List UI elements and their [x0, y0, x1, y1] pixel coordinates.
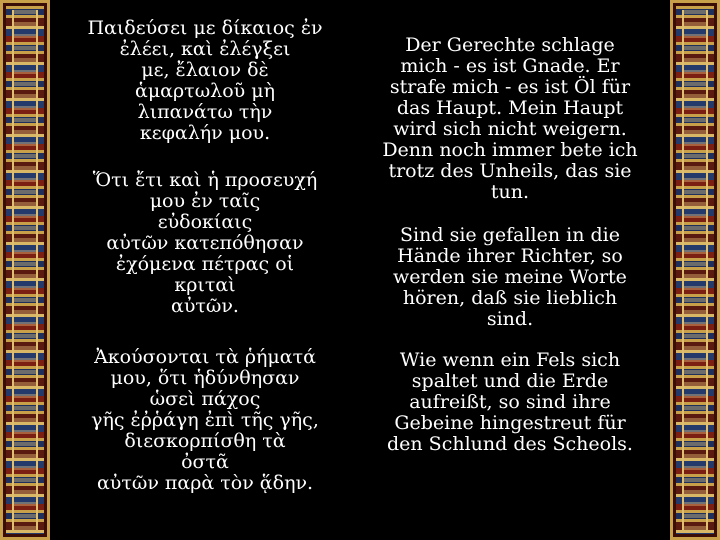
german-stanza-1: Der Gerechte schlage mich - es ist Gnade. Er strafe mich - es ist Öl für das Haupt. Mein Haupt wird sich nicht weigern. Denn noch immer bete ich trotz des Unheils, das sie tun. [382, 34, 638, 203]
greek-text-column [60, 18, 350, 494]
ornamental-border-right [670, 0, 720, 540]
german-stanza-3: Wie wenn ein Fels sich spaltet und die Erde aufreißt, so sind ihre Gebeine hingestreut für den Schlund des Scheols. [387, 349, 633, 455]
greek-stanza-3: Ἀκούσονται τὰ ῥήματά μου, ὅτι ἡδύνθησαν ὡσεὶ πάχος γῆς ἐῤῥάγη ἐπὶ τῆς γῆς, διεσκορπίσθη τὰ ὀστᾶ αὐτῶν παρὰ τὸν ᾅδην. [91, 346, 319, 494]
greek-stanza-2: Ὅτι ἔτι καὶ ἡ προσευχή μου ἐν ταῖς εὐδοκίαις αὐτῶν κατεπόθησαν ἐχόμενα πέτρας οἱ κριταὶ αὐτῶν. [92, 169, 318, 317]
german-text-column [364, 35, 656, 455]
greek-stanza-1: Παιδεύσει με δίκαιος ἐν ἐλέει, καὶ ἐλέγξει με, ἔλαιον δὲ ἁμαρτωλοῦ μὴ λιπανάτω τὴν κεφαλήν μου. [87, 17, 323, 144]
german-stanza-2: Sind sie gefallen in die Hände ihrer Richter, so werden sie meine Worte hören, daß sie lieblich sind. [393, 224, 627, 330]
ornamental-border-left [0, 0, 50, 540]
